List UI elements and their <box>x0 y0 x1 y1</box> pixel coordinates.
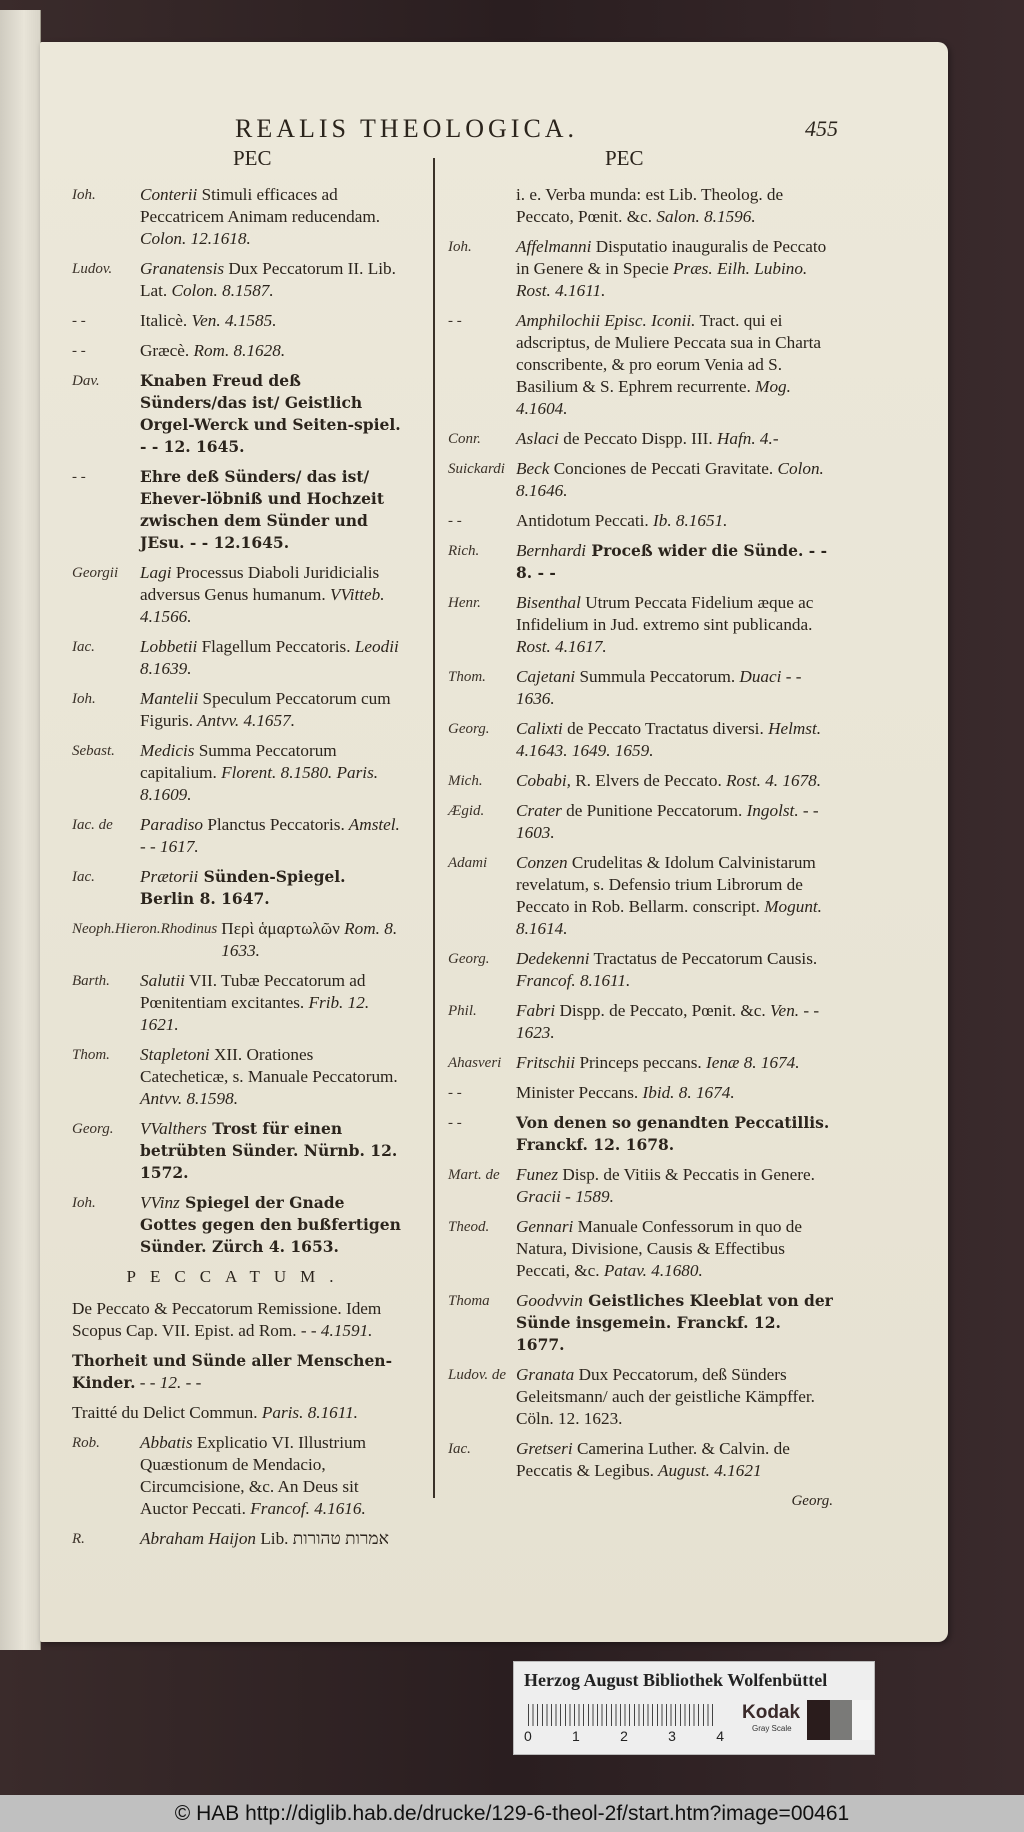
catalog-entry <box>72 918 402 962</box>
entry-text <box>516 852 833 940</box>
entry-text <box>516 592 833 658</box>
author-forename: Henr. <box>448 595 481 611</box>
imprint: Ingolst. - - 1603. <box>516 801 819 842</box>
title-text: Summa Peccatorum capitalium. <box>140 741 337 782</box>
catalog-entry <box>72 1044 402 1110</box>
author-forename: Sebast. <box>72 743 115 759</box>
catalog-entry <box>72 370 402 458</box>
catalog-entry <box>72 688 402 732</box>
ruler-label: 1 <box>572 1728 580 1744</box>
title-text: Dispp. de Peccato, Pœnit. &c. <box>555 1001 766 1020</box>
title-text: De Peccato & Peccatorum Remissione. Idem Scopus Cap. VII. Epist. ad Rom. - - <box>72 1299 382 1340</box>
catalog-entry <box>72 1432 402 1520</box>
author-forename: R. <box>72 1531 85 1547</box>
left-column-heading: PEC <box>233 146 272 170</box>
entry-text <box>140 258 402 302</box>
author-surname: Medicis <box>140 741 195 760</box>
title-text: i. e. Verba munda: est Lib. Theolog. de Peccato, Pœnit. &c. <box>516 185 784 226</box>
ruler-scale <box>528 1704 714 1726</box>
title-text: de Punitione Peccatorum. <box>561 801 743 820</box>
entry-text <box>140 184 402 250</box>
entry-text <box>140 370 402 458</box>
title-text: Minister Peccans. <box>516 1083 639 1102</box>
title-text: Summula Peccatorum. <box>575 667 736 686</box>
left-column <box>72 184 402 1558</box>
ruler-label: 2 <box>620 1728 628 1744</box>
title-text: Græcè. <box>140 341 190 360</box>
title-text: Planctus Peccatoris. <box>203 815 345 834</box>
author-surname: Funez <box>516 1165 559 1184</box>
entry-text <box>140 814 402 858</box>
title-text: Flagellum Peccatoris. <box>197 637 351 656</box>
title-text: VII. Tubæ Peccatorum ad Pœnitentiam excitantes. <box>140 971 366 1012</box>
imprint: Florent. 8.1580. Paris. 8.1609. <box>140 763 379 804</box>
imprint: VVitteb. 4.1566. <box>140 585 385 626</box>
author-surname: Beck <box>516 459 550 478</box>
catalog-entry <box>448 1216 833 1282</box>
catalog-entry <box>448 310 833 420</box>
entry-text <box>516 1112 833 1156</box>
copyright-footer: © HAB http://diglib.hab.de/drucke/129-6-theol-2f/start.htm?image=00461 <box>0 1795 1024 1832</box>
entry-text <box>516 1082 833 1104</box>
imprint: Rom. 8.1628. <box>189 341 286 360</box>
author-forename: Rich. <box>448 543 480 559</box>
entry-text <box>140 1432 402 1520</box>
catalog-entry <box>448 1290 833 1356</box>
right-column-heading: PEC <box>605 146 644 170</box>
entry-text <box>516 770 833 792</box>
author-surname: Bisenthal <box>516 593 581 612</box>
catchword: Georg. <box>791 1493 833 1509</box>
author-surname: Cajetani <box>516 667 576 686</box>
imprint: Rost. 4.1617. <box>516 637 607 656</box>
author-forename: Ioh. <box>72 691 96 707</box>
catalog-entry <box>72 636 402 680</box>
entry-text <box>516 428 833 450</box>
right-column <box>448 184 833 1512</box>
imprint: Helmst. 4.1643. 1649. 1659. <box>516 719 822 760</box>
book-page <box>40 42 948 1642</box>
author-forename: Rob. <box>72 1435 100 1451</box>
color-calibration-card <box>513 1661 875 1755</box>
gray-swatch-mid <box>830 1700 852 1740</box>
catalog-entry <box>448 948 833 992</box>
entry-text <box>140 1044 402 1110</box>
title-text: Spiegel der Gnade Gottes gegen den bußfertigen Sünder. Zürch 4. 1653. <box>140 1193 401 1256</box>
title-text: Princeps peccans. <box>575 1053 702 1072</box>
author-surname: Gretseri <box>516 1439 573 1458</box>
entry-text <box>140 466 402 554</box>
author-forename: Georgii <box>72 565 119 581</box>
author-surname: Lobbetii <box>140 637 198 656</box>
catalog-entry <box>72 310 402 332</box>
title-text: Disp. de Vitiis & Peccatis in Genere. <box>558 1165 815 1184</box>
author-forename <box>448 184 516 228</box>
catalog-entry <box>72 1298 402 1342</box>
catalog-entry <box>72 866 402 910</box>
author-surname: Gennari <box>516 1217 574 1236</box>
author-surname: Paradiso <box>140 815 204 834</box>
title-text: Proceß wider die Sünde. - - 8. - - <box>516 541 828 582</box>
author-forename: Thom. <box>72 1047 110 1063</box>
entry-text <box>516 510 833 532</box>
ruler-label: 4 <box>716 1728 724 1744</box>
ruler-labels <box>524 1728 724 1744</box>
title-text: Knaben Freud deß Sünders/das ist/ Geistlich Orgel-Werck und Seiten-spiel. - - 12. 1645. <box>140 371 401 456</box>
title-text: Disputatio inauguralis de Peccato in Genere & in Specie <box>516 237 827 278</box>
author-forename: Neoph.Hieron.Rhodinus <box>72 921 218 937</box>
author-surname: Abraham Haijon <box>140 1529 257 1548</box>
catalog-entry <box>448 1164 833 1208</box>
catalog-entry <box>448 1052 833 1074</box>
catalog-entry <box>448 540 833 584</box>
author-forename: Iac. <box>72 869 95 885</box>
author-surname: Fritschii <box>516 1053 576 1072</box>
catalog-entry <box>72 340 402 362</box>
catalog-entry <box>448 510 833 532</box>
catalog-entry <box>72 1350 402 1394</box>
title-text: Geistliches Kleeblat von der Sünde insgemein. Franckf. 12. 1677. <box>516 1291 833 1354</box>
catalog-entry <box>448 852 833 940</box>
imprint: Rom. 8. 1633. <box>221 919 398 960</box>
author-surname: Dedekenni <box>516 949 590 968</box>
entry-text <box>140 1528 402 1550</box>
imprint: Hafn. 4.- <box>712 429 779 448</box>
entry-text <box>140 970 402 1036</box>
title-text: Traitté du Delict Commun. <box>72 1403 258 1422</box>
title-text: Von denen so genandten Peccatillis. Franckf. 12. 1678. <box>516 1113 830 1154</box>
imprint: Francof. 4.1616. <box>245 1499 366 1518</box>
author-surname: Aslaci <box>516 429 559 448</box>
author-surname: Fabri <box>516 1001 556 1020</box>
entry-text <box>516 458 833 502</box>
entry-text <box>516 236 833 302</box>
imprint: August. 4.1621 <box>653 1461 762 1480</box>
author-surname: Granatensis <box>140 259 225 278</box>
catalog-entry <box>72 1402 402 1424</box>
author-forename: Barth. <box>72 973 110 989</box>
entry-text <box>516 1438 833 1482</box>
author-surname: VValthers <box>140 1119 207 1138</box>
catalog-entry <box>448 1112 833 1156</box>
catalog-entry <box>448 770 833 792</box>
entry-text <box>140 1118 402 1184</box>
author-forename: Georg. <box>448 721 490 737</box>
entry-text <box>516 540 833 584</box>
title-text: R. Elvers de Peccato. <box>570 771 722 790</box>
previous-leaf-edge <box>0 10 41 1650</box>
ruler-label: 0 <box>524 1728 532 1744</box>
imprint: Antvv. 8.1598. <box>140 1089 239 1108</box>
title-text: Camerina Luther. & Calvin. de Peccatis & Legibus. <box>516 1439 790 1480</box>
catalog-entry <box>72 740 402 806</box>
imprint: Gracii - 1589. <box>516 1187 614 1206</box>
author-forename: Conr. <box>448 431 481 447</box>
running-head: REALIS THEOLOGICA. <box>235 114 579 143</box>
imprint: Francof. 8.1611. <box>516 971 631 990</box>
title-text: Tractatus de Peccatorum Causis. <box>589 949 818 968</box>
title-text: Manuale Confessorum in quo de Natura, Divisione, Causis & Effectibus Peccati, &c. <box>516 1217 802 1280</box>
gray-swatch-light <box>852 1700 872 1740</box>
catalog-entry <box>72 1528 402 1550</box>
entry-text <box>516 948 833 992</box>
author-surname: Affelmanni <box>516 237 592 256</box>
author-surname: Mantelii <box>140 689 199 708</box>
author-forename: Iac. <box>448 1441 471 1457</box>
author-surname: Lagi <box>140 563 172 582</box>
author-forename: Ludov. <box>72 261 113 277</box>
author-surname: Prætorii <box>140 867 199 886</box>
author-forename: Ægid. <box>448 803 485 819</box>
catalog-entry <box>448 666 833 710</box>
imprint: Duaci - - 1636. <box>516 667 802 708</box>
author-forename: Georg. <box>448 951 490 967</box>
author-forename: Dav. <box>72 373 100 389</box>
catalog-entry <box>448 1082 833 1104</box>
author-forename: Ioh. <box>72 1195 96 1211</box>
author-surname: Stapletoni <box>140 1045 210 1064</box>
imprint: Ienæ 8. 1674. <box>701 1053 800 1072</box>
gray-swatch-dark <box>807 1700 830 1740</box>
column-divider <box>433 158 435 1498</box>
author-forename: Theod. <box>448 1219 490 1235</box>
entry-text <box>140 1192 402 1258</box>
title-text: Conciones de Peccati Gravitate. <box>549 459 774 478</box>
imprint: Ibid. 8. 1674. <box>638 1083 735 1102</box>
author-surname: Bernhardi <box>516 541 587 560</box>
title-text: Lib. אמרות טהורות <box>256 1529 389 1548</box>
ruler-label: 3 <box>668 1728 676 1744</box>
title-text: Speculum Peccatorum cum Figuris. <box>140 689 391 730</box>
title-text: de Peccato Tractatus diversi. <box>562 719 764 738</box>
entry-text <box>516 1164 833 1208</box>
imprint: Patav. 4.1680. <box>599 1261 703 1280</box>
entry-text <box>516 1364 833 1430</box>
author-forename: Ahasveri <box>448 1055 502 1071</box>
imprint: Mogunt. 8.1614. <box>516 897 822 938</box>
author-surname: Salutii <box>140 971 185 990</box>
imprint: Salon. 8.1596. <box>652 207 756 226</box>
catalog-entry <box>72 466 402 554</box>
entry-text <box>140 866 402 910</box>
gray-scale-label: Gray Scale <box>752 1724 792 1733</box>
author-forename: Adami <box>448 855 488 871</box>
imprint: Colon. 12.1618. <box>140 229 251 248</box>
entry-text <box>516 800 833 844</box>
title-text: XII. Orationes Catecheticæ, s. Manuale Peccatorum. <box>140 1045 398 1086</box>
catalog-entry <box>448 1000 833 1044</box>
author-forename: Phil. <box>448 1003 477 1019</box>
catalog-entry <box>72 1192 402 1258</box>
author-forename: - - <box>448 1115 462 1131</box>
title-text: Ehre deß Sünders/ das ist/ Ehever-löbniß und Hochzeit zwischen dem Sünder und JEsu. - - 12.1645. <box>140 467 384 552</box>
imprint: Ven. - - 1623. <box>516 1001 820 1042</box>
imprint: Præs. Eilh. Lubino. Rost. 4.1611. <box>516 259 808 300</box>
author-surname: Cobabi, <box>516 771 571 790</box>
author-forename: Suickardi <box>448 461 505 477</box>
entry-text <box>221 918 402 962</box>
title-text: Crudelitas & Idolum Calvinistarum revelatum, s. Defensio trium Librorum de Peccato in Rob. Bellarm. conscript. <box>516 853 816 916</box>
author-forename: Ioh. <box>448 239 472 255</box>
entry-text <box>140 562 402 628</box>
page-number: 455 <box>805 116 838 141</box>
title-text: Italicè. <box>140 311 188 330</box>
catalog-entry <box>448 184 833 228</box>
entry-text <box>140 636 402 680</box>
author-forename: Ludov. de <box>448 1367 507 1383</box>
imprint: - - 12. - - <box>139 1373 202 1392</box>
imprint: Mog. 4.1604. <box>516 377 791 418</box>
imprint: Antvv. 4.1657. <box>193 711 296 730</box>
title-text: Explicatio VI. Illustrium Quæstionum de Mendacio, Circumcisione, &c. An Deus sit Auctor Peccati. <box>140 1433 366 1518</box>
author-surname: Granata <box>516 1365 575 1384</box>
catalog-entry <box>72 562 402 628</box>
imprint: 4.1591. <box>320 1321 373 1340</box>
title-text: Stimuli efficaces ad Peccatricem Animam reducendam. <box>140 185 381 226</box>
catalog-entry <box>448 458 833 502</box>
imprint: Ven. 4.1585. <box>187 311 277 330</box>
catalog-entry <box>448 1438 833 1482</box>
entry-text <box>516 718 833 762</box>
imprint: Rost. 4. 1678. <box>721 771 822 790</box>
imprint: Leodii 8.1639. <box>140 637 399 678</box>
author-forename: - - <box>448 513 462 529</box>
author-surname: Abbatis <box>140 1433 193 1452</box>
author-surname: Crater <box>516 801 562 820</box>
title-text: de Peccato Dispp. III. <box>558 429 713 448</box>
entry-text <box>140 310 402 332</box>
author-forename: Iac. de <box>72 817 113 833</box>
author-surname: Conterii <box>140 185 198 204</box>
catalog-entry <box>448 428 833 450</box>
entry-text <box>140 340 402 362</box>
author-forename: Mich. <box>448 773 483 789</box>
catalog-entry <box>448 800 833 844</box>
entry-text <box>140 740 402 806</box>
entry-text <box>516 1290 833 1356</box>
library-name: Herzog August Bibliothek Wolfenbüttel <box>524 1670 828 1690</box>
author-forename: Mart. de <box>448 1167 500 1183</box>
imprint: Paris. 8.1611. <box>261 1403 358 1422</box>
author-forename: Ioh. <box>72 187 96 203</box>
title-text: Trost für einen betrübten Sünder. Nürnb. 12. 1572. <box>140 1119 398 1182</box>
catalog-entry <box>72 1118 402 1184</box>
author-surname: Goodvvin <box>516 1291 583 1310</box>
entry-text <box>516 1000 833 1044</box>
entry-text <box>516 184 833 228</box>
author-forename: Iac. <box>72 639 95 655</box>
author-surname: Calixti <box>516 719 563 738</box>
author-surname: Conzen <box>516 853 568 872</box>
catalog-entry <box>72 970 402 1036</box>
author-forename: - - <box>448 313 462 329</box>
section-title: PECCATUM. <box>126 1267 348 1286</box>
entry-text <box>516 1216 833 1282</box>
author-surname: VVinz <box>140 1193 180 1212</box>
title-text: Utrum Peccata Fidelium æque ac Infidelium in Jud. extremo sint publicanda. <box>516 593 814 634</box>
imprint: Colon. 8.1587. <box>167 281 274 300</box>
imprint: Colon. 8.1646. <box>516 459 824 500</box>
catalog-entry <box>448 236 833 302</box>
catalog-entry <box>448 592 833 658</box>
author-forename: - - <box>72 313 86 329</box>
title-text: Processus Diaboli Juridicialis adversus Genus humanum. <box>140 563 380 604</box>
kodak-logo: Kodak <box>742 1702 801 1723</box>
imprint: Ib. 8.1651. <box>648 511 728 530</box>
author-forename: Thom. <box>448 669 486 685</box>
catalog-entry <box>72 258 402 302</box>
imprint: Amstel. - - 1617. <box>140 815 400 856</box>
title-text: Dux Peccatorum, deß Sünders Geleitsmann/ auch der geistliche Kämpffer. Cöln. 12. 1623. <box>516 1365 815 1428</box>
author-forename: - - <box>72 469 86 485</box>
catalog-entry <box>72 184 402 250</box>
imprint: Frib. 12. 1621. <box>140 993 370 1034</box>
entry-text <box>516 1052 833 1074</box>
title-text: Antidotum Peccati. <box>516 511 649 530</box>
author-forename: - - <box>72 343 86 359</box>
title-text: Thorheit und Sünde aller Menschen-Kinder. <box>72 1351 393 1392</box>
entry-text <box>516 666 833 710</box>
title-text: Dux Peccatorum II. Lib. Lat. <box>140 259 396 300</box>
author-surname: Amphilochii Episc. Iconii. <box>516 311 696 330</box>
author-forename: - - <box>448 1085 462 1101</box>
author-forename: Georg. <box>72 1121 114 1137</box>
title-text: Tract. qui ei adscriptus, de Muliere Peccata sua in Charta conscribente, & pro eorum Venia ad S. Basilium & S. Ephrem recurrente. <box>516 311 821 396</box>
title-text: Περὶ ἁμαρτωλῶν <box>221 919 340 938</box>
entry-text <box>516 310 833 420</box>
catalog-entry <box>448 718 833 762</box>
author-forename: Thoma <box>448 1293 490 1309</box>
entry-text <box>140 688 402 732</box>
catalog-entry <box>448 1364 833 1430</box>
catalog-entry <box>72 814 402 858</box>
title-text: Sünden-Spiegel. Berlin 8. 1647. <box>140 867 346 908</box>
